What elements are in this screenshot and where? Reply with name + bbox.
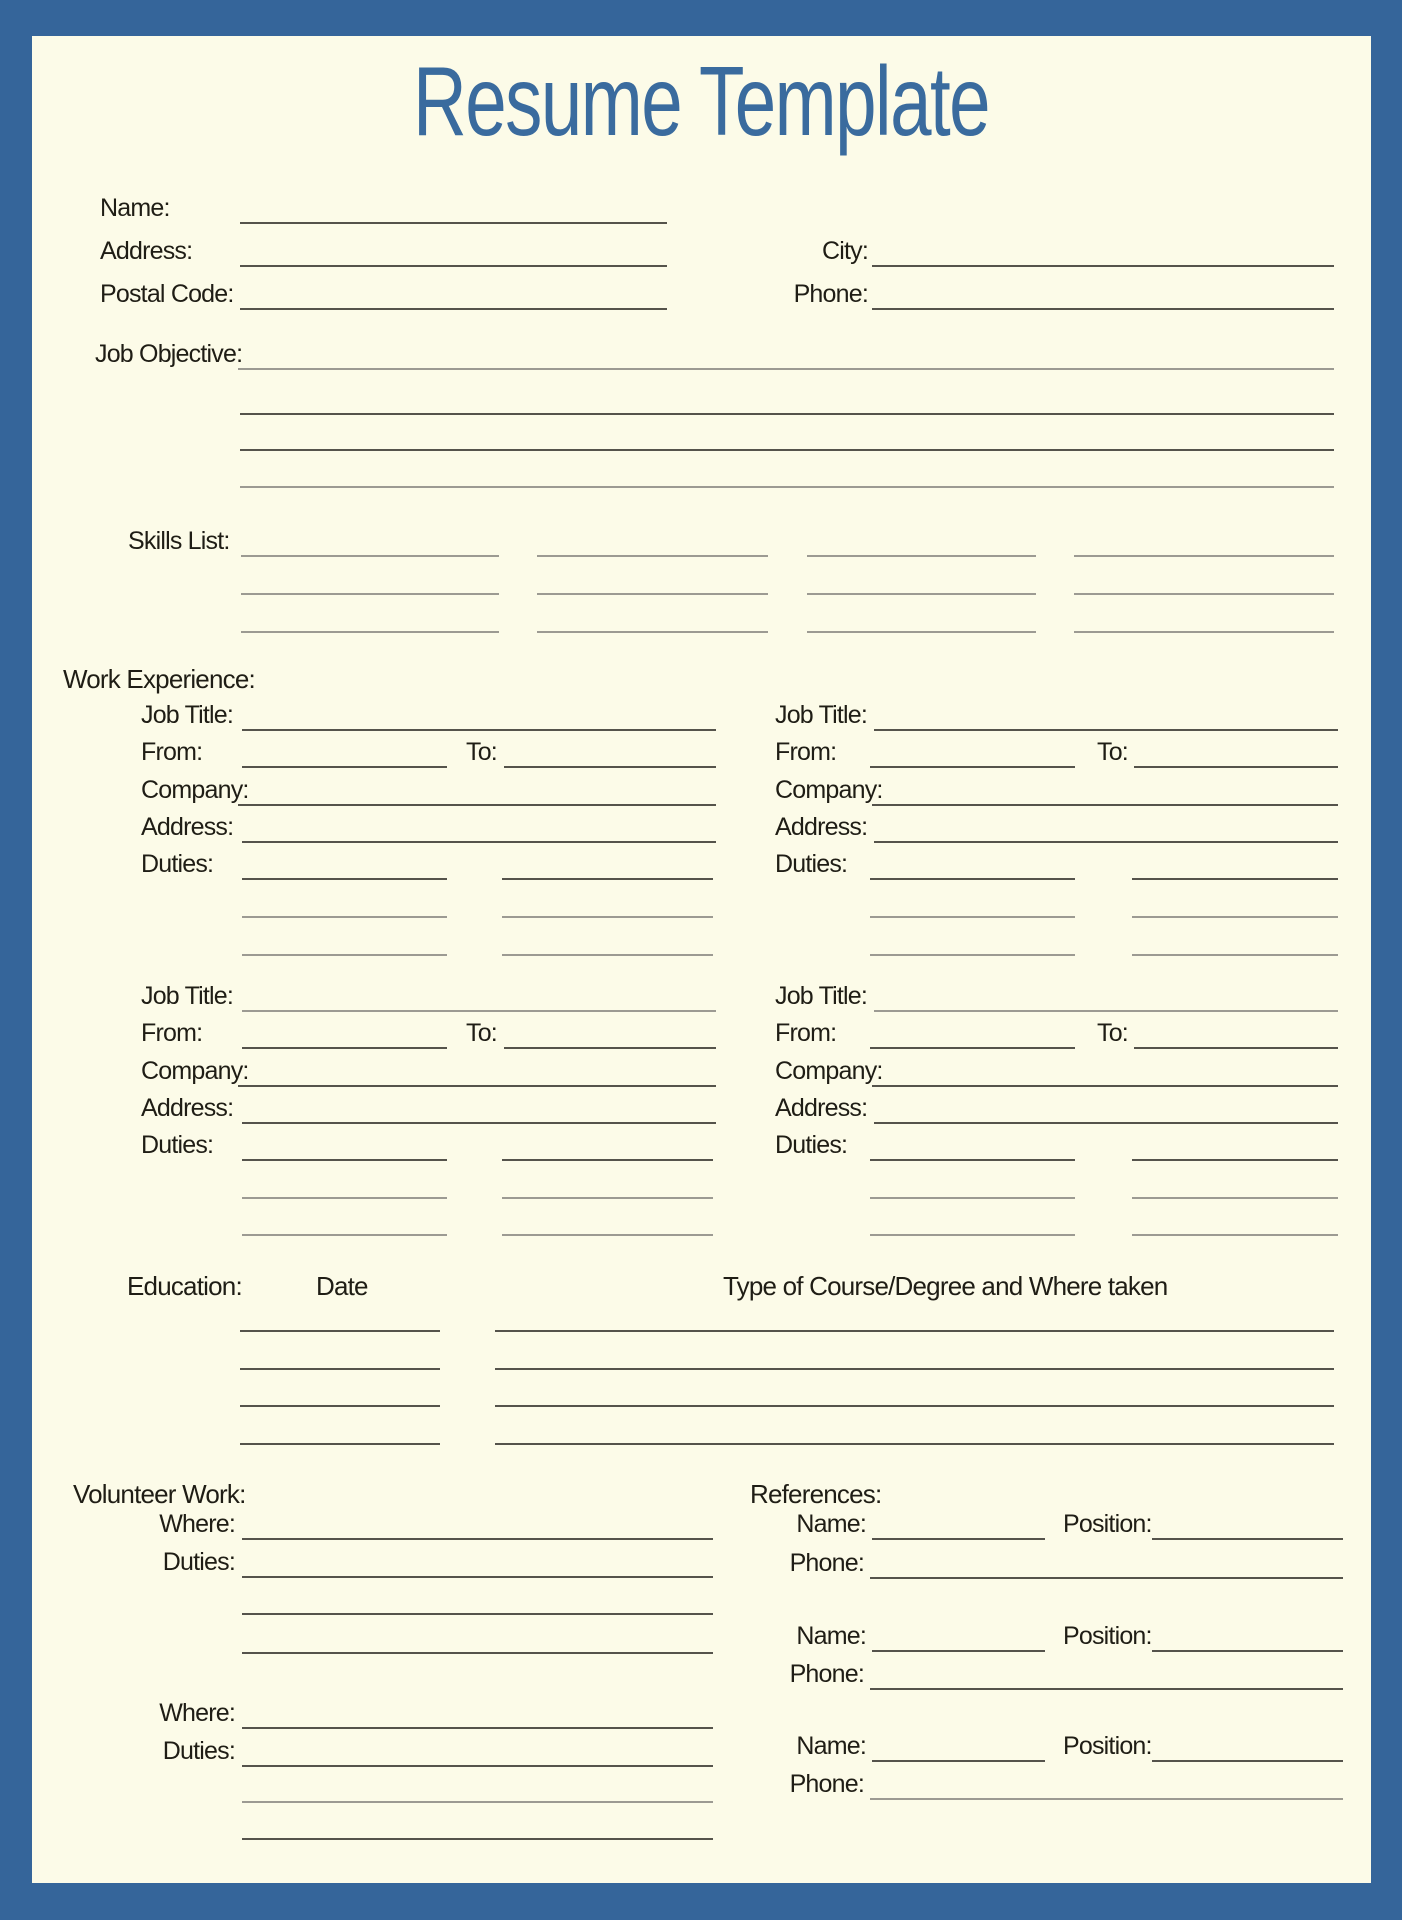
company-label: Company: bbox=[775, 1057, 883, 1085]
work-experience-label: Work Experience: bbox=[63, 664, 255, 694]
city-label: City: bbox=[821, 237, 868, 265]
job-objective-line bbox=[240, 413, 1334, 415]
volunteer-duties-line bbox=[242, 1613, 713, 1615]
volunteer-duties-line bbox=[242, 1801, 713, 1803]
volunteer-duties-line bbox=[242, 1652, 713, 1654]
job-objective-label: Job Objective: bbox=[95, 340, 243, 368]
job-objective-line bbox=[240, 449, 1334, 451]
name-field-line bbox=[240, 222, 667, 224]
job-title-label: Job Title: bbox=[141, 701, 234, 729]
address-label: Address: bbox=[775, 1094, 868, 1122]
job-title-label: Job Title: bbox=[775, 701, 868, 729]
duties-line bbox=[502, 954, 713, 956]
duties-line bbox=[870, 878, 1075, 880]
duties-line bbox=[870, 916, 1075, 918]
education-date-line bbox=[240, 1443, 440, 1445]
duties-line bbox=[502, 1234, 713, 1236]
address-field-line bbox=[240, 265, 667, 267]
volunteer-work-label: Volunteer Work: bbox=[73, 1479, 246, 1509]
reference-phone-line bbox=[870, 1688, 1343, 1690]
company-line bbox=[872, 804, 1338, 806]
duties-line bbox=[870, 1197, 1075, 1199]
from-label: From: bbox=[775, 1019, 837, 1047]
phone-field-line bbox=[872, 308, 1334, 310]
to-line bbox=[504, 766, 716, 768]
skills-line bbox=[537, 555, 768, 557]
duties-line bbox=[1132, 878, 1338, 880]
duties-line bbox=[1132, 1159, 1338, 1161]
reference-position-label: Position: bbox=[1063, 1622, 1152, 1650]
education-date-header: Date bbox=[316, 1271, 368, 1301]
to-label: To: bbox=[1097, 1019, 1128, 1047]
education-course-line bbox=[495, 1330, 1334, 1332]
duties-line bbox=[242, 878, 447, 880]
from-line bbox=[870, 1047, 1075, 1049]
references-label: References: bbox=[750, 1479, 882, 1509]
education-label: Education: bbox=[127, 1271, 242, 1301]
page-title: Resume Template bbox=[412, 46, 990, 156]
from-line bbox=[242, 1047, 447, 1049]
job-title-line bbox=[874, 729, 1338, 731]
address-label: Address: bbox=[141, 1094, 234, 1122]
job-title-line bbox=[874, 1010, 1338, 1012]
skills-line bbox=[1074, 555, 1334, 557]
duties-line bbox=[870, 1159, 1075, 1161]
company-line bbox=[238, 1085, 716, 1087]
skills-line bbox=[241, 631, 499, 633]
from-label: From: bbox=[775, 738, 837, 766]
duties-label: Duties: bbox=[162, 1548, 235, 1576]
company-label: Company: bbox=[141, 1057, 249, 1085]
duties-label: Duties: bbox=[141, 850, 214, 878]
reference-name-label: Name: bbox=[796, 1510, 866, 1538]
job-title-label: Job Title: bbox=[775, 982, 868, 1010]
where-label: Where: bbox=[159, 1510, 235, 1538]
reference-phone-line bbox=[870, 1798, 1343, 1800]
skills-line bbox=[537, 593, 768, 595]
company-label: Company: bbox=[775, 776, 883, 804]
education-course-header: Type of Course/Degree and Where taken bbox=[723, 1271, 1168, 1301]
reference-name-label: Name: bbox=[796, 1732, 866, 1760]
postal-code-field-line bbox=[240, 308, 667, 310]
education-date-line bbox=[240, 1368, 440, 1370]
volunteer-duties-line bbox=[242, 1765, 713, 1767]
education-course-line bbox=[495, 1443, 1334, 1445]
to-line bbox=[1134, 1047, 1338, 1049]
education-course-line bbox=[495, 1405, 1334, 1407]
skills-line bbox=[807, 593, 1036, 595]
name-label: Name: bbox=[100, 194, 170, 222]
to-label: To: bbox=[1097, 738, 1128, 766]
reference-phone-label: Phone: bbox=[789, 1549, 864, 1577]
address-label: Address: bbox=[775, 813, 868, 841]
from-label: From: bbox=[141, 1019, 203, 1047]
duties-line bbox=[1132, 1197, 1338, 1199]
address-line bbox=[874, 1122, 1338, 1124]
duties-line bbox=[1132, 916, 1338, 918]
from-line bbox=[870, 766, 1075, 768]
to-label: To: bbox=[466, 1019, 497, 1047]
education-date-line bbox=[240, 1330, 440, 1332]
duties-label: Duties: bbox=[162, 1737, 235, 1765]
duties-line bbox=[870, 954, 1075, 956]
reference-name-line bbox=[872, 1760, 1045, 1762]
reference-position-label: Position: bbox=[1063, 1510, 1152, 1538]
duties-line bbox=[242, 1159, 447, 1161]
skills-line bbox=[1074, 631, 1334, 633]
address-label: Address: bbox=[141, 813, 234, 841]
education-date-line bbox=[240, 1405, 440, 1407]
reference-position-line bbox=[1152, 1650, 1343, 1652]
reference-name-label: Name: bbox=[796, 1622, 866, 1650]
skills-list-label: Skills List: bbox=[128, 527, 230, 555]
duties-line bbox=[242, 954, 447, 956]
address-line bbox=[242, 841, 716, 843]
duties-line bbox=[1132, 954, 1338, 956]
skills-line bbox=[537, 631, 768, 633]
reference-phone-label: Phone: bbox=[789, 1770, 864, 1798]
volunteer-where-line bbox=[242, 1727, 713, 1729]
address-line bbox=[242, 1122, 716, 1124]
volunteer-duties-line bbox=[242, 1576, 713, 1578]
reference-name-line bbox=[872, 1538, 1045, 1540]
from-label: From: bbox=[141, 738, 203, 766]
reference-position-line bbox=[1152, 1760, 1343, 1762]
duties-line bbox=[242, 1197, 447, 1199]
reference-position-label: Position: bbox=[1063, 1732, 1152, 1760]
postal-code-label: Postal Code: bbox=[100, 280, 234, 308]
duties-line bbox=[502, 878, 713, 880]
volunteer-duties-line bbox=[242, 1838, 713, 1840]
skills-line bbox=[241, 555, 499, 557]
job-title-line bbox=[242, 1010, 716, 1012]
company-label: Company: bbox=[141, 776, 249, 804]
duties-label: Duties: bbox=[775, 850, 848, 878]
skills-line bbox=[241, 593, 499, 595]
reference-phone-label: Phone: bbox=[789, 1660, 864, 1688]
skills-line bbox=[807, 555, 1036, 557]
company-line bbox=[872, 1085, 1338, 1087]
reference-phone-line bbox=[870, 1577, 1343, 1579]
city-field-line bbox=[872, 265, 1334, 267]
duties-label: Duties: bbox=[141, 1131, 214, 1159]
duties-label: Duties: bbox=[775, 1131, 848, 1159]
job-objective-line bbox=[238, 368, 1334, 370]
job-objective-line bbox=[240, 486, 1334, 488]
to-line bbox=[1134, 766, 1338, 768]
duties-line bbox=[502, 1197, 713, 1199]
from-line bbox=[242, 766, 447, 768]
duties-line bbox=[502, 1159, 713, 1161]
duties-line bbox=[870, 1234, 1075, 1236]
company-line bbox=[238, 804, 716, 806]
address-label: Address: bbox=[100, 237, 193, 265]
to-label: To: bbox=[466, 738, 497, 766]
duties-line bbox=[1132, 1234, 1338, 1236]
address-line bbox=[874, 841, 1338, 843]
duties-line bbox=[502, 916, 713, 918]
skills-line bbox=[1074, 593, 1334, 595]
job-title-label: Job Title: bbox=[141, 982, 234, 1010]
reference-name-line bbox=[872, 1650, 1045, 1652]
education-course-line bbox=[495, 1368, 1334, 1370]
skills-line bbox=[807, 631, 1036, 633]
to-line bbox=[504, 1047, 716, 1049]
job-title-line bbox=[242, 729, 716, 731]
duties-line bbox=[242, 1234, 447, 1236]
where-label: Where: bbox=[159, 1699, 235, 1727]
reference-position-line bbox=[1152, 1538, 1343, 1540]
volunteer-where-line bbox=[242, 1538, 713, 1540]
duties-line bbox=[242, 916, 447, 918]
phone-label: Phone: bbox=[793, 280, 868, 308]
